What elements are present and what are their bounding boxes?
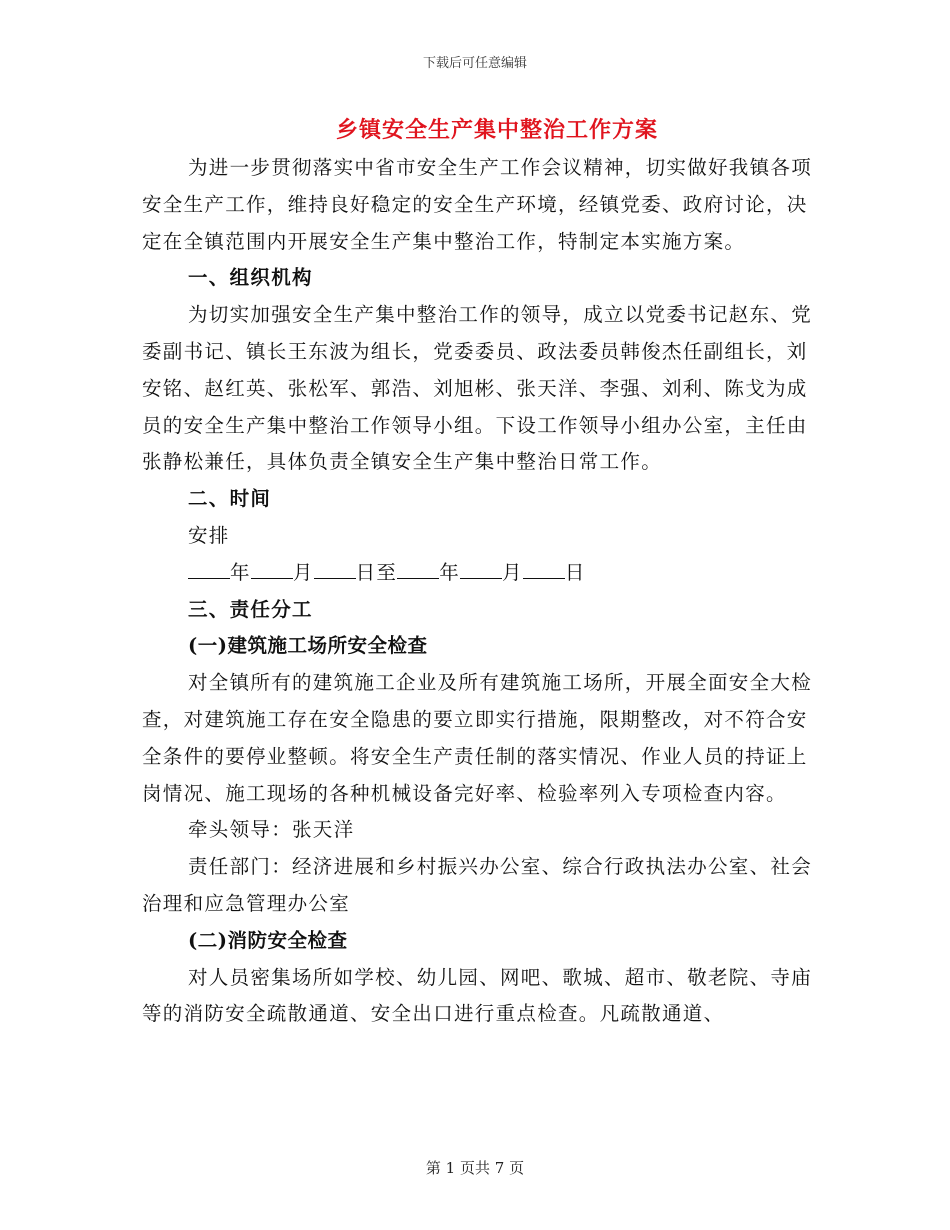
organization-paragraph: 为切实加强安全生产集中整治工作的领导，成立以党委书记赵东、党委副书记、镇长王东波为组长，党委委员、政法委员韩俊杰任副组长，刘安铭、赵红英、张松军、郭浩、刘旭彬、张天洋、李强、刘利、陈戈为成员的安全生产集中整治工作领导小组。下设工作领导小组办公室，主任由张静松兼任，具体负责全镇安全生产集中整治日常工作。 bbox=[142, 303, 813, 474]
date-unit: 年 bbox=[439, 560, 461, 584]
blank-year-end bbox=[397, 558, 439, 579]
subsection-heading-fire-safety: (二)消防安全检查 bbox=[188, 928, 348, 952]
construction-paragraph: 对全镇所有的建筑施工企业及所有建筑施工场所，开展全面安全大检查，对建筑施工存在安全隐患的要立即实行措施，限期整改，对不符合安全条件的要停业整顿。将安全生产责任制的落实情况、作业人员的持证上岗情况、施工现场的各种机械设备完好率、检验率列入专项检查内容。 bbox=[142, 671, 813, 805]
intro-paragraph: 为进一步贯彻落实中省市安全生产工作会议精神，切实做好我镇各项安全生产工作，维持良好稳定的安全生产环境，经镇党委、政府讨论，决定在全镇范围内开展安全生产集中整治工作，特制定本实施方案。 bbox=[142, 156, 813, 253]
document-title: 乡镇安全生产集中整治工作方案 bbox=[335, 117, 658, 143]
subsection-heading-construction: (一)建筑施工场所安全检查 bbox=[188, 634, 428, 658]
date-unit: 月 bbox=[292, 560, 314, 584]
date-unit: 年 bbox=[230, 560, 251, 584]
blank-year-start bbox=[188, 558, 230, 579]
blank-day-start bbox=[314, 558, 356, 579]
date-unit: 日至 bbox=[355, 560, 398, 584]
date-unit: 月 bbox=[502, 560, 523, 584]
page-header: 下载后可任意编辑 bbox=[422, 56, 527, 71]
construction-leader: 牵头领导：张天洋 bbox=[188, 818, 355, 842]
date-range-line bbox=[142, 555, 812, 592]
fire-safety-paragraph: 对人员密集场所如学校、幼儿园、网吧、歌城、超市、敬老院、寺庙等的消防安全疏散通道、安全出口进行重点检查。凡疏散通道、 bbox=[142, 965, 813, 1026]
blank-month-start bbox=[251, 558, 293, 579]
section-heading-time: 二、时间 bbox=[188, 487, 272, 511]
blank-day-end bbox=[523, 558, 565, 579]
construction-departments: 责任部门：经济进展和乡村振兴办公室、综合行政执法办公室、社会治理和应急管理办公室 bbox=[142, 855, 813, 915]
section-heading-organization: 一、组织机构 bbox=[188, 266, 313, 290]
page-footer: 第 1 页共 7 页 bbox=[425, 1159, 525, 1177]
blank-month-end bbox=[460, 558, 502, 579]
document-body bbox=[142, 110, 812, 1033]
section-heading-responsibilities: 三、责任分工 bbox=[188, 597, 313, 621]
date-unit: 日 bbox=[564, 560, 586, 584]
time-arrangement-text: 安排 bbox=[188, 523, 230, 547]
